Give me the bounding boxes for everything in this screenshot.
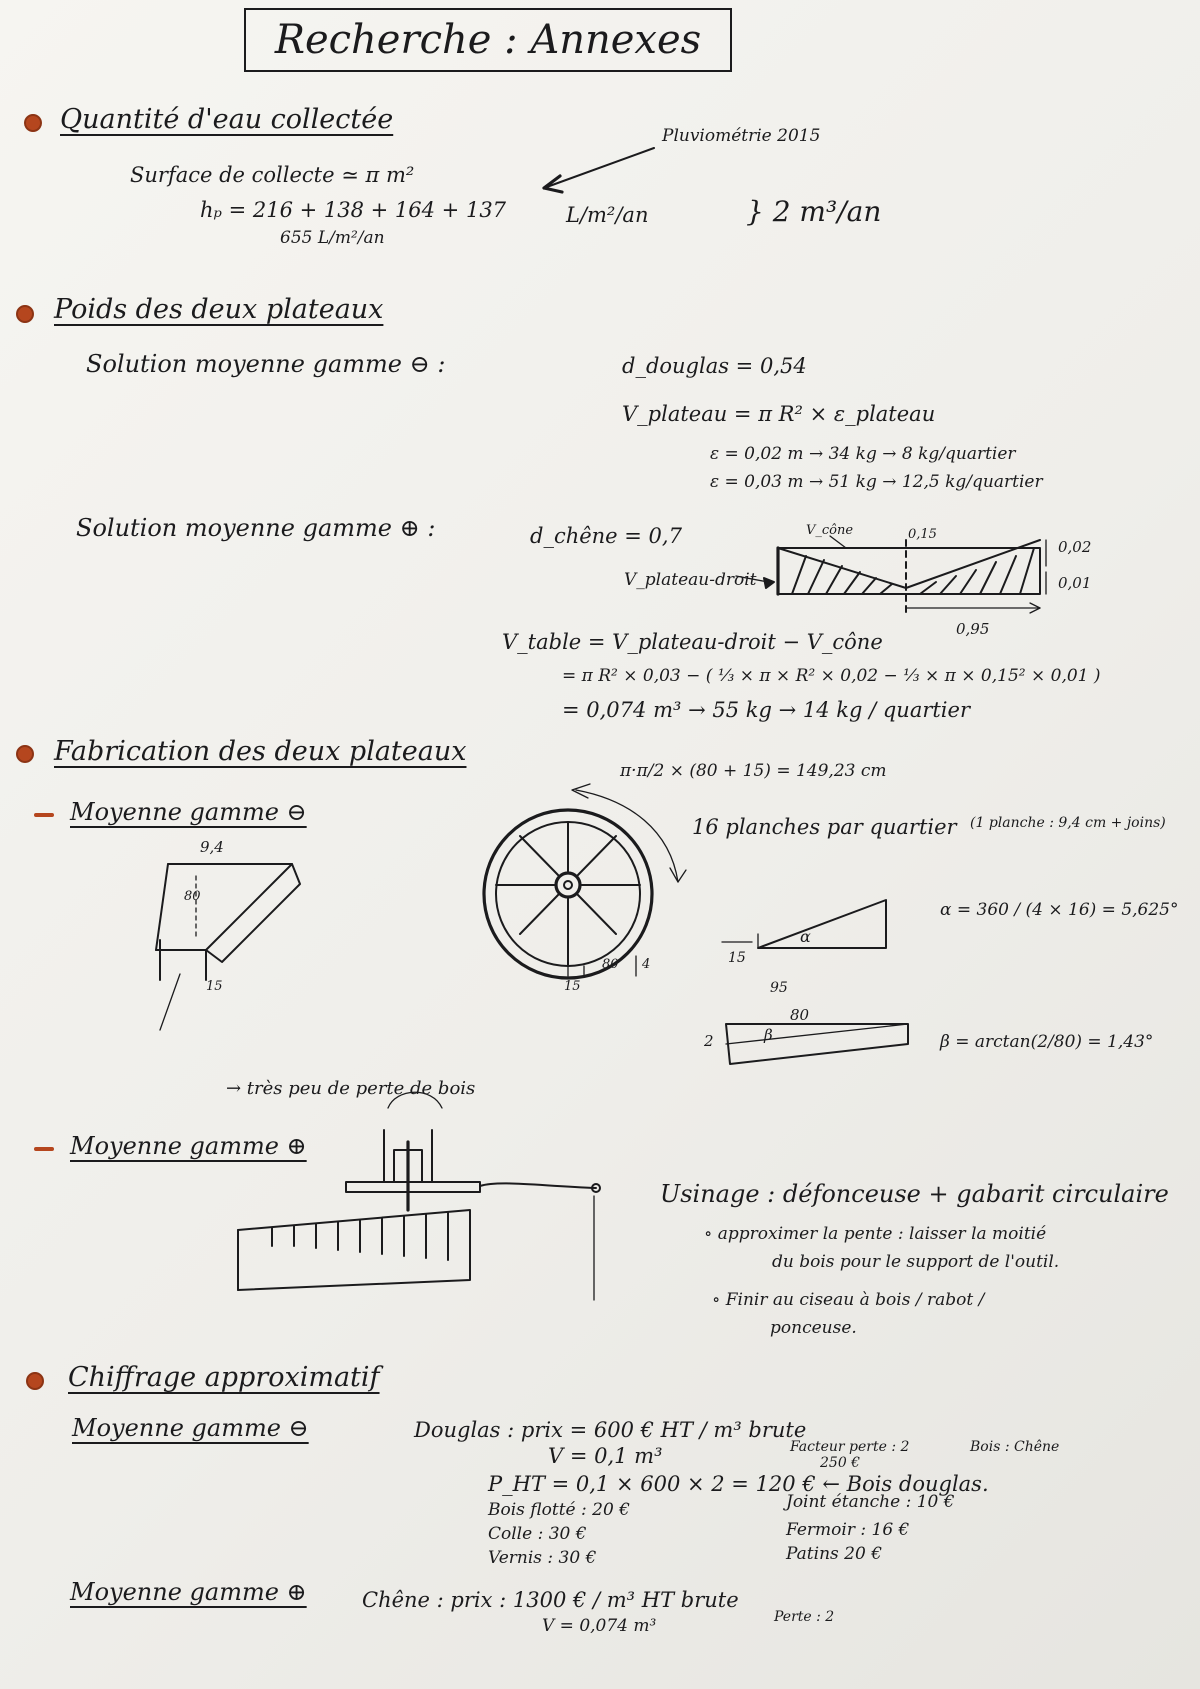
low-waste-note: → très peu de perte de bois bbox=[226, 1078, 476, 1099]
router-setup-sketch bbox=[238, 1092, 600, 1300]
plateau-volume-formula: V_plateau = π R² × ε_plateau bbox=[622, 402, 936, 426]
cost-driftwood: Bois flotté : 20 € bbox=[488, 1500, 630, 1520]
plank-piece-sketch bbox=[156, 838, 300, 1030]
cost-pads: Patins 20 € bbox=[786, 1544, 883, 1564]
cost-sub-minus: Moyenne gamme ⊖ bbox=[72, 1414, 309, 1442]
section-bullet-icon bbox=[16, 745, 34, 763]
cost-latch: Fermoir : 16 € bbox=[786, 1520, 910, 1540]
price-ht-formula: P_HT = 0,1 × 600 × 2 = 120 € ← Bois douglas. bbox=[488, 1472, 989, 1496]
fig-015-label: 0,15 bbox=[908, 527, 937, 542]
wheel-sketch bbox=[484, 784, 686, 994]
table-volume-result: = 0,074 m³ → 55 kg → 14 kg / quartier bbox=[562, 698, 970, 722]
sub-dash-icon bbox=[34, 1147, 54, 1151]
douglas-price: Douglas : prix = 600 € HT / m³ brute bbox=[414, 1418, 807, 1442]
sub-heading-plus: Moyenne gamme ⊕ bbox=[70, 1132, 307, 1160]
oak-cost: 250 € bbox=[820, 1455, 861, 1471]
v-plateau-droit-label: V_plateau-droit bbox=[624, 570, 757, 590]
lbl-80-piece: 80 bbox=[184, 889, 201, 904]
page-title: Recherche : Annexes bbox=[244, 8, 732, 72]
alpha-wedge-sketch bbox=[722, 900, 886, 996]
thickness-003: ε = 0,03 m → 51 kg → 12,5 kg/quartier bbox=[710, 472, 1043, 492]
solution-minus-label: Solution moyenne gamme ⊖ : bbox=[86, 350, 446, 378]
planks-per-quarter: 16 planches par quartier bbox=[692, 815, 957, 839]
oak-wood-label: Bois : Chêne bbox=[970, 1439, 1060, 1455]
machining-heading: Usinage : défonceuse + gabarit circulaire bbox=[660, 1180, 1169, 1208]
hp-unit: L/m²/an bbox=[566, 203, 649, 227]
section-bullet-icon bbox=[24, 114, 42, 132]
solution-plus-label: Solution moyenne gamme ⊕ : bbox=[76, 514, 436, 542]
hp-formula: hₚ = 216 + 138 + 164 + 137 bbox=[200, 198, 507, 222]
hp-total: 655 L/m²/an bbox=[280, 228, 385, 248]
lbl-95: 95 bbox=[770, 980, 788, 996]
douglas-density: d_douglas = 0,54 bbox=[622, 354, 807, 378]
lbl-4-wheel: 4 bbox=[642, 957, 651, 972]
section-bullet-icon bbox=[16, 305, 34, 323]
lbl-80-beta: 80 bbox=[790, 1006, 810, 1024]
section-bullet-icon bbox=[26, 1372, 44, 1390]
fig-095-label: 0,95 bbox=[956, 620, 990, 638]
lbl-alpha: α bbox=[800, 927, 811, 946]
lbl-80-wheel: 80 bbox=[602, 957, 619, 972]
section-heading-water: Quantité d'eau collectée bbox=[60, 104, 394, 135]
lbl-beta: β bbox=[764, 1026, 773, 1044]
machining-step-1: ∘ approximer la pente : laisser la moitié bbox=[704, 1224, 1047, 1244]
oak-waste: Perte : 2 bbox=[774, 1609, 835, 1625]
cost-seal: Joint étanche : 10 € bbox=[786, 1492, 955, 1512]
section-heading-cost: Chiffrage approximatif bbox=[68, 1362, 380, 1393]
circumference-formula: π·π/2 × (80 + 15) = 149,23 cm bbox=[620, 761, 887, 781]
table-volume-formula: V_table = V_plateau-droit − V_cône bbox=[502, 630, 883, 654]
oak-volume: V = 0,074 m³ bbox=[542, 1616, 657, 1636]
beta-wedge-sketch bbox=[703, 1006, 908, 1064]
lbl-2: 2 bbox=[704, 1032, 714, 1050]
sub-dash-icon bbox=[34, 813, 54, 817]
sub-heading-minus: Moyenne gamme ⊖ bbox=[70, 798, 307, 826]
table-volume-expansion: = π R² × 0,03 − ( ⅓ × π × R² × 0,02 − ⅓ × π × 0,15² × 0,01 ) bbox=[562, 666, 1101, 686]
cost-glue: Colle : 30 € bbox=[488, 1524, 587, 1544]
oak-price: Chêne : prix : 1300 € / m³ HT brute bbox=[362, 1588, 739, 1612]
waste-factor: Facteur perte : 2 bbox=[790, 1439, 910, 1455]
fig-001-label: 0,01 bbox=[1058, 574, 1092, 592]
alpha-formula: α = 360 / (4 × 16) = 5,625° bbox=[940, 900, 1179, 920]
lbl-15-alpha: 15 bbox=[728, 950, 746, 966]
water-result: } 2 m³/an bbox=[746, 195, 882, 228]
pluviometry-note: Pluviométrie 2015 bbox=[662, 126, 821, 146]
douglas-volume: V = 0,1 m³ bbox=[548, 1444, 663, 1468]
machining-step-1b: du bois pour le support de l'outil. bbox=[772, 1252, 1060, 1272]
lbl-15-piece: 15 bbox=[206, 979, 223, 994]
lbl-15-wheel: 15 bbox=[564, 979, 581, 994]
machining-step-2: ∘ Finir au ciseau à bois / rabot / bbox=[712, 1290, 985, 1310]
section-heading-fabrication: Fabrication des deux plateaux bbox=[54, 736, 467, 767]
oak-density: d_chêne = 0,7 bbox=[530, 524, 682, 548]
surface-formula: Surface de collecte ≃ π m² bbox=[130, 163, 415, 187]
cost-sub-plus: Moyenne gamme ⊕ bbox=[70, 1578, 307, 1606]
beta-formula: β = arctan(2/80) = 1,43° bbox=[940, 1032, 1154, 1052]
cost-varnish: Vernis : 30 € bbox=[488, 1548, 597, 1568]
fig-vcone-label: V_cône bbox=[806, 523, 854, 538]
machining-step-2b: ponceuse. bbox=[770, 1318, 857, 1338]
thickness-002: ε = 0,02 m → 34 kg → 8 kg/quartier bbox=[710, 444, 1016, 464]
fig-002-label: 0,02 bbox=[1058, 538, 1092, 556]
lbl-94: 9,4 bbox=[200, 838, 224, 856]
section-heading-weight: Poids des deux plateaux bbox=[54, 294, 384, 325]
plank-width-note: (1 planche : 9,4 cm + joins) bbox=[970, 815, 1166, 831]
